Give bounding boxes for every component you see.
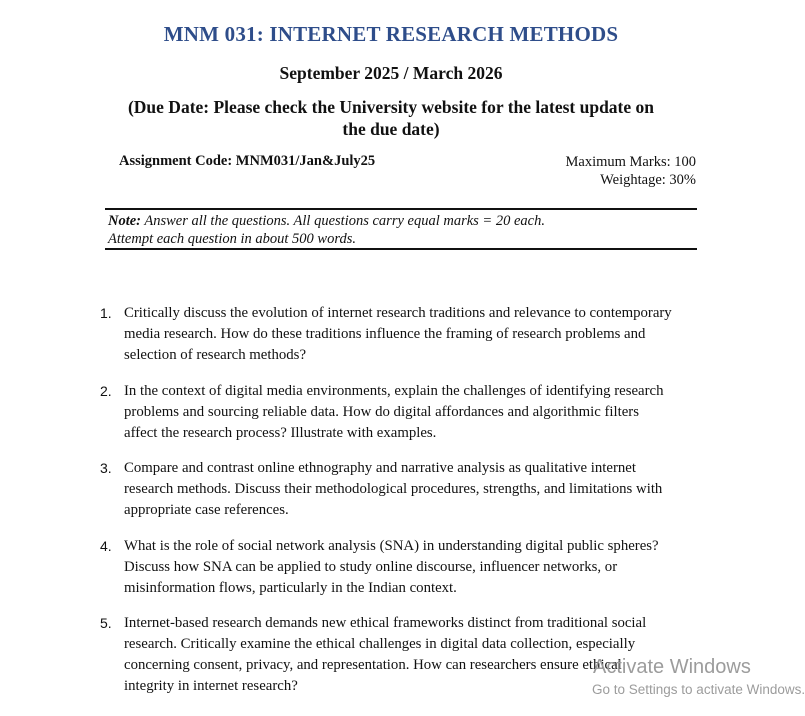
question-number: 1. [100,305,112,321]
question-text [124,303,720,366]
due-date-line: (Due Date: Please check the University website for the latest update on [127,97,655,117]
question-line: research methods. Discuss their methodological procedures, strengths, and limitations with [124,481,663,497]
page-title: MNM 031: INTERNET RESEARCH METHODS [163,22,619,46]
question-line: concerning consent, privacy, and representation. How can researchers ensure ethical [124,657,622,673]
assignment-code: Assignment Code: MNM031/Jan&July25 [119,153,376,169]
note-box [105,208,697,250]
watermark-title: Activate Windows [593,656,751,678]
question-line: Internet-based research demands new ethical frameworks distinct from traditional social [124,615,647,631]
session-heading: September 2025 / March 2026 [279,63,503,83]
question-line: Discuss how SNA can be applied to study online discourse, influencer networks, or [124,559,618,575]
watermark-subtitle: Go to Settings to activate Windows. [592,682,805,697]
question-number: 3. [100,460,112,476]
question-line: research. Critically examine the ethical challenges in digital data collection, especially [124,636,636,652]
question-number: 2. [100,383,112,399]
question-line: misinformation flows, particularly in the Indian context. [124,580,457,596]
note-line: Attempt each question in about 500 words. [108,231,356,247]
question-line: appropriate case references. [124,502,289,518]
maximum-marks: Maximum Marks: 100 [565,154,696,170]
note-label: Note: [108,213,142,229]
question-line: selection of research methods? [124,347,307,363]
note-line [108,213,545,230]
question-text [124,536,720,599]
note-text: Answer all the questions. All questions carry equal marks = 20 each. [141,213,545,229]
question-line: Critically discuss the evolution of internet research traditions and relevance to contemporary [124,305,672,321]
question-line: What is the role of social network analysis (SNA) in understanding digital public spheres? [124,538,659,554]
due-date-line: the due date) [342,119,440,139]
question-text [124,458,720,521]
question-line: integrity in internet research? [124,678,298,694]
weightage: Weightage: 30% [600,172,696,188]
question-number: 5. [100,615,112,631]
question-line: affect the research process? Illustrate with examples. [124,425,437,441]
question-line: media research. How do these traditions influence the framing of research problems and [124,326,646,342]
activate-windows-watermark [592,656,805,697]
due-date-notice [108,96,674,140]
question-number: 4. [100,538,112,554]
question-line: Compare and contrast online ethnography and narrative analysis as qualitative internet [124,460,636,476]
question-text [124,381,720,444]
question-line: In the context of digital media environments, explain the challenges of identifying research [124,383,664,399]
marks-info [566,153,697,189]
question-line: problems and sourcing reliable data. How do digital affordances and algorithmic filters [124,404,639,420]
